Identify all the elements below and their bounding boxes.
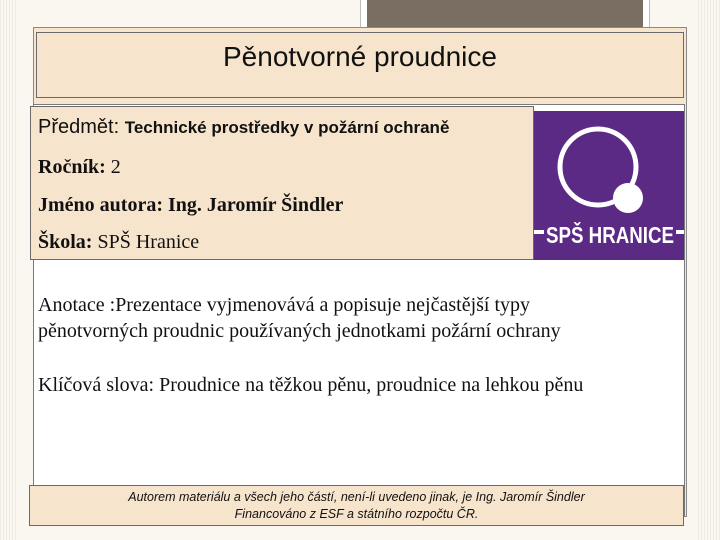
logo-bar-left [534, 230, 544, 234]
annotation-line-2: pěnotvorných proudnic používaných jednotkami požární ochrany [38, 320, 561, 342]
year-line [38, 156, 121, 179]
year-label: Ročník: [38, 156, 106, 178]
footer-funding: Financováno z ESF a státního rozpočtu ČR. [234, 507, 479, 521]
logo-bar-right [676, 230, 684, 234]
subject-label: Předmět: [38, 116, 120, 138]
keywords-text: Klíčová slova: Proudnice na těžkou pěnu, proudnice na lehkou pěnu [38, 374, 584, 396]
annotation-text [38, 292, 678, 344]
footer-box [29, 485, 684, 526]
subject-value: Technické prostředky v požární ochraně [124, 118, 450, 137]
logo-dot [613, 183, 643, 213]
subject-line [38, 116, 449, 139]
school-value: SPŠ Hranice [97, 231, 200, 253]
author-label: Jméno autora: [38, 194, 163, 216]
footer-author: Autorem materiálu a všech jeho částí, není-li uvedeno jinak, je Ing. Jaromír Šindler [128, 490, 585, 504]
author-value: Ing. Jaromír Šindler [167, 194, 344, 216]
annotation-line-1: Anotace :Prezentace vyjmenovává a popisuje nejčastější typy [38, 294, 531, 316]
slide-title: Pěnotvorné proudnice [223, 41, 497, 72]
title-box [36, 32, 684, 98]
school-logo [534, 111, 704, 260]
logo-text: SPŠ HRANICE [546, 222, 704, 248]
school-label: Škola: [38, 231, 93, 253]
school-line [38, 231, 199, 254]
year-value: 2 [110, 156, 121, 178]
author-line [38, 194, 343, 217]
decorative-stripe-right [698, 0, 720, 540]
decorative-stripe-left [0, 0, 18, 540]
